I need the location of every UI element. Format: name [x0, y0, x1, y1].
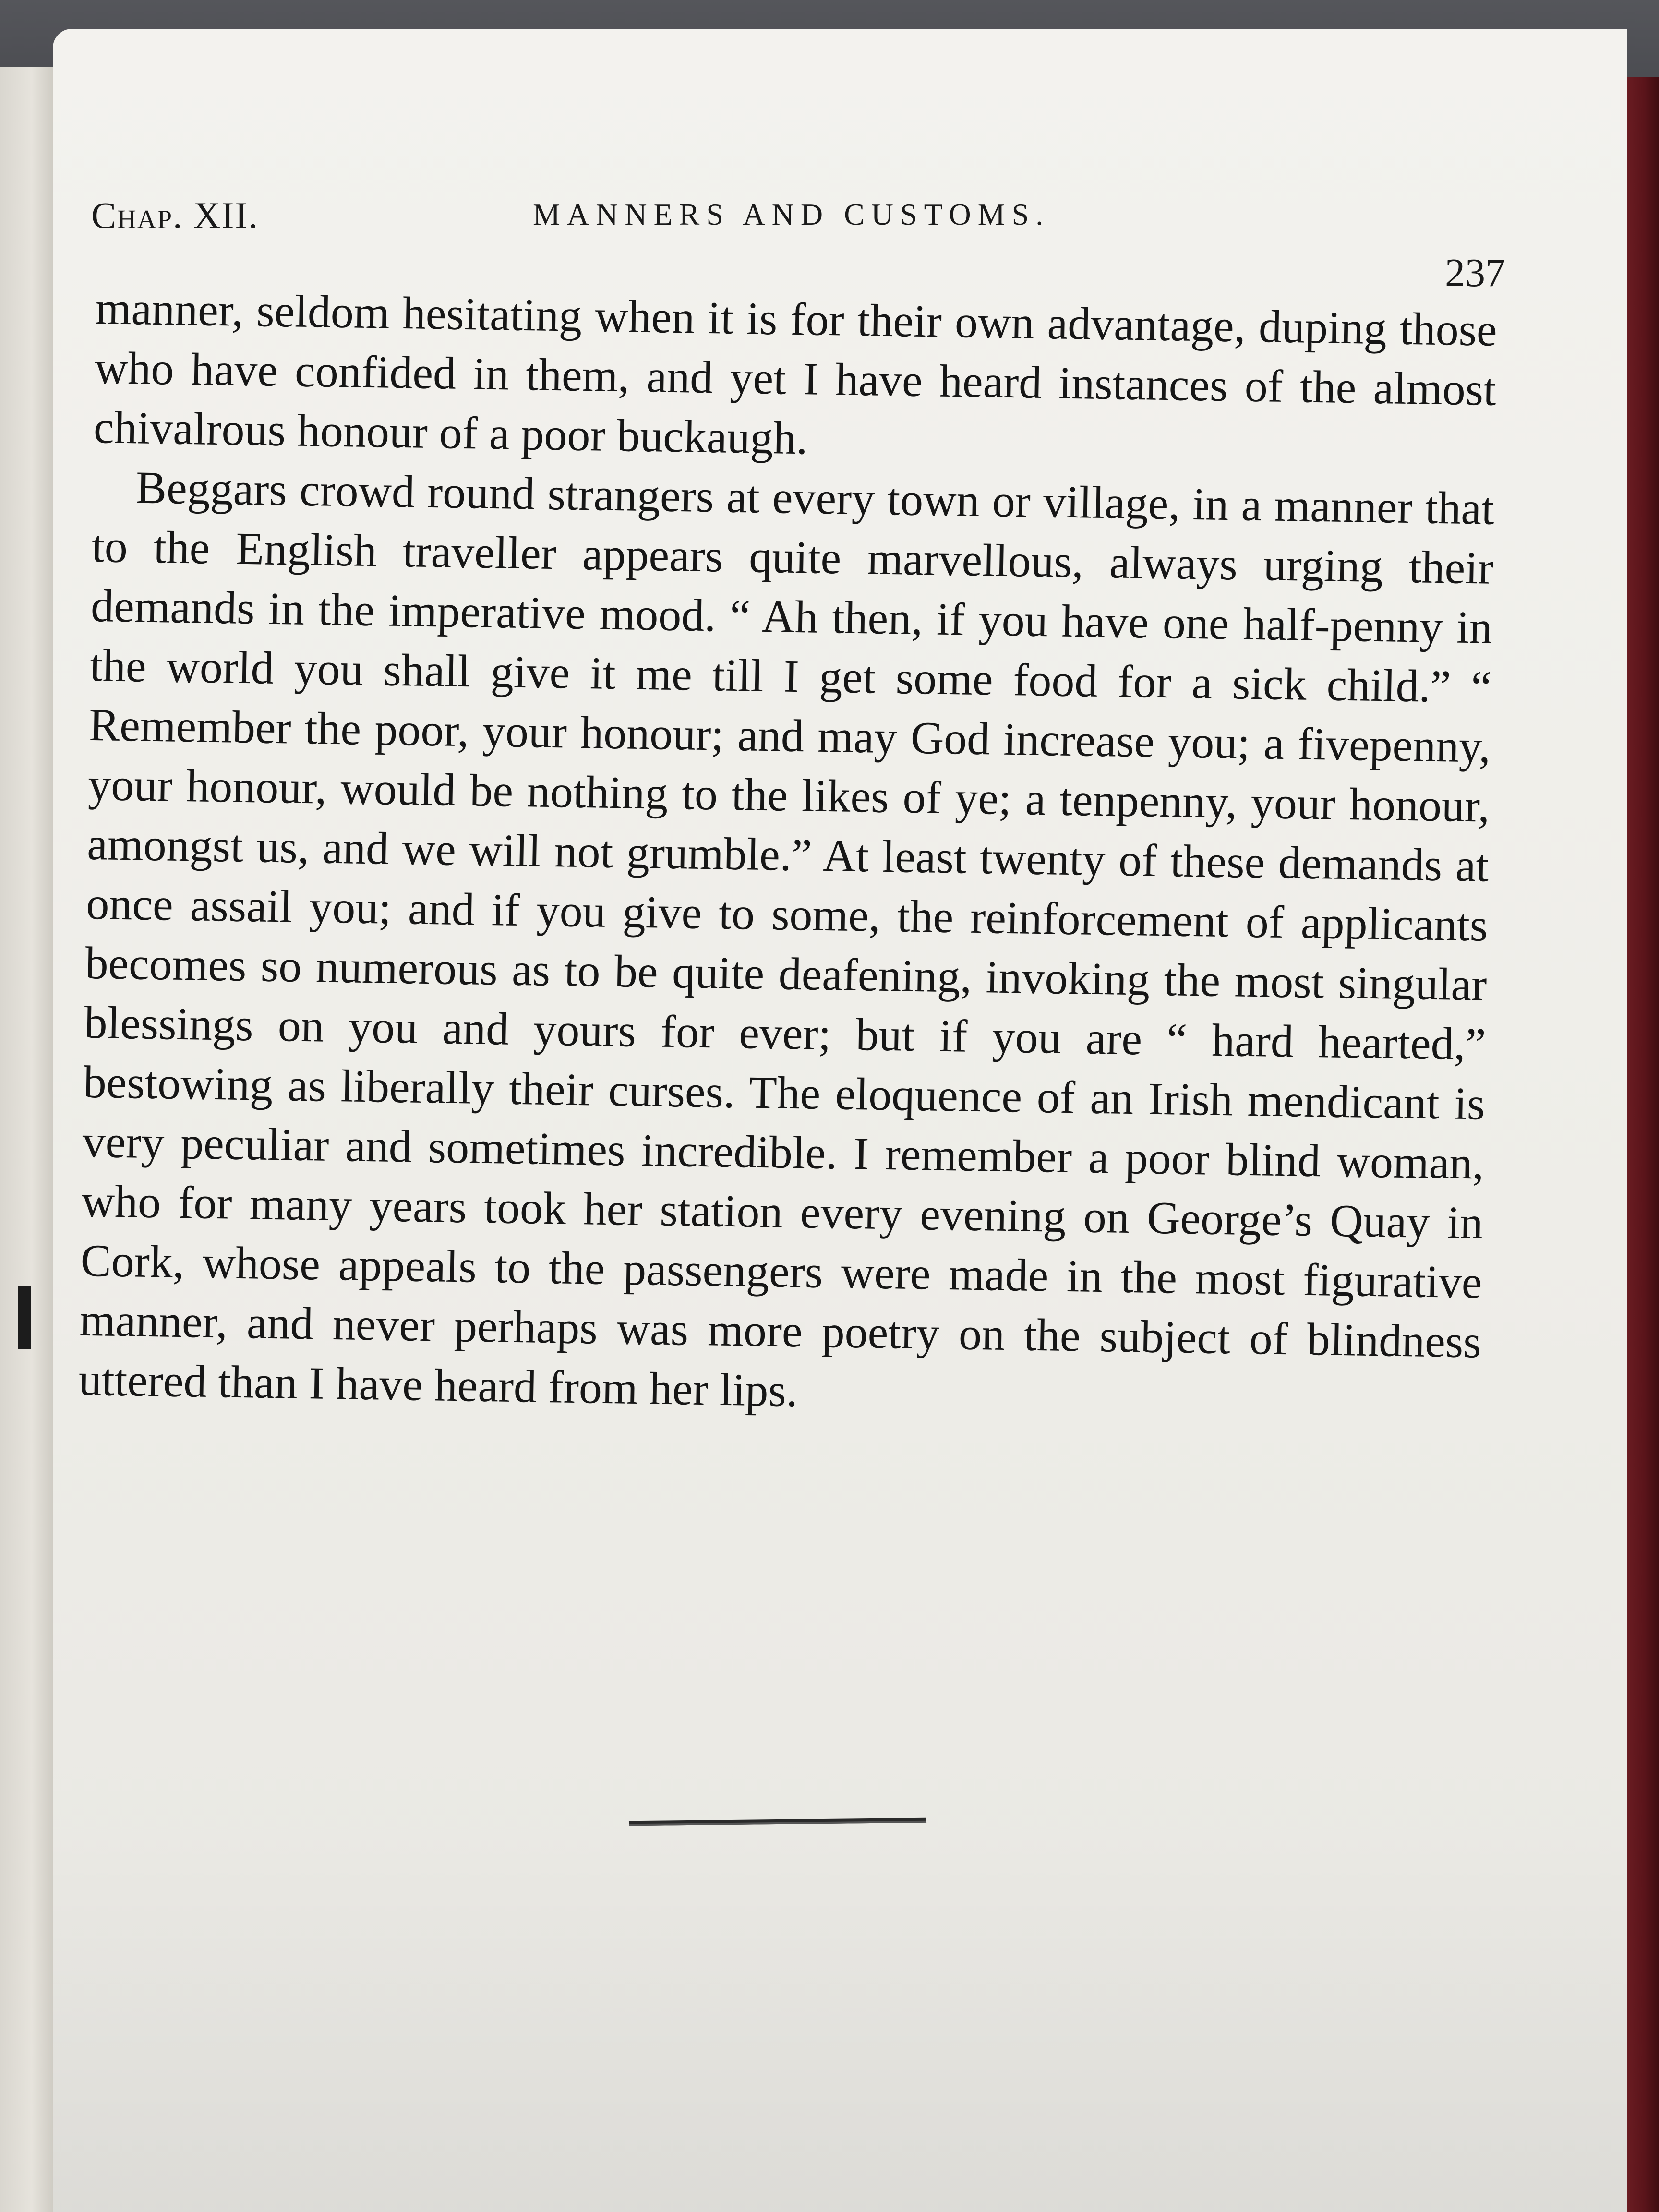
page-number: 237 [1445, 251, 1505, 295]
running-title: MANNERS AND CUSTOMS. [533, 197, 1050, 231]
paragraph-continued: manner, seldom hesitating when it is for their own advantage, duping those who have confided in them, and yet I have heard instances of the almost chivalrous honour of a poor buckaugh. [93, 282, 1498, 464]
left-page-edges [0, 67, 55, 2212]
paragraph-beggars: Beggars crowd round strangers at every town or village, in a manner that to the English traveller appears quite marvellous, always urging their demands in the imperative mood. “ Ah then, if you have one half-penny in the world you shall give it me till I get some food for a sick child.” “ Remember the poor, your honour; and may God increase you; a fivepenny, your honour, would be nothing to the likes of ye; a tenpenny, your honour, amongst us, and we will not grumble.” At least twenty of these demands at once assail you; and if you give to some, the reinforcement of applicants becomes so numerous as to be quite deafening, invoking the most singular blessings on you and yours for ever; but if you are “ hard hearted,” bestowing as liberally their curses. The eloquence of an Irish mendicant is very peculiar and sometimes incredible. I remember a poor blind woman, who for many years took her station every evening on George’s Quay in Cork, whose appeals to the passengers were made in the most figurative manner, and never perhaps was more poetry on the subject of blindness uttered than I have heard from her lips. [78, 461, 1495, 1417]
page-header [91, 182, 1531, 295]
page-marker-tab [18, 1286, 31, 1349]
page-shadow [53, 1824, 1627, 2212]
chapter-label: Chap. XII. [91, 194, 259, 236]
book-cover-edge [1623, 77, 1659, 2212]
body-text [78, 278, 1498, 1431]
